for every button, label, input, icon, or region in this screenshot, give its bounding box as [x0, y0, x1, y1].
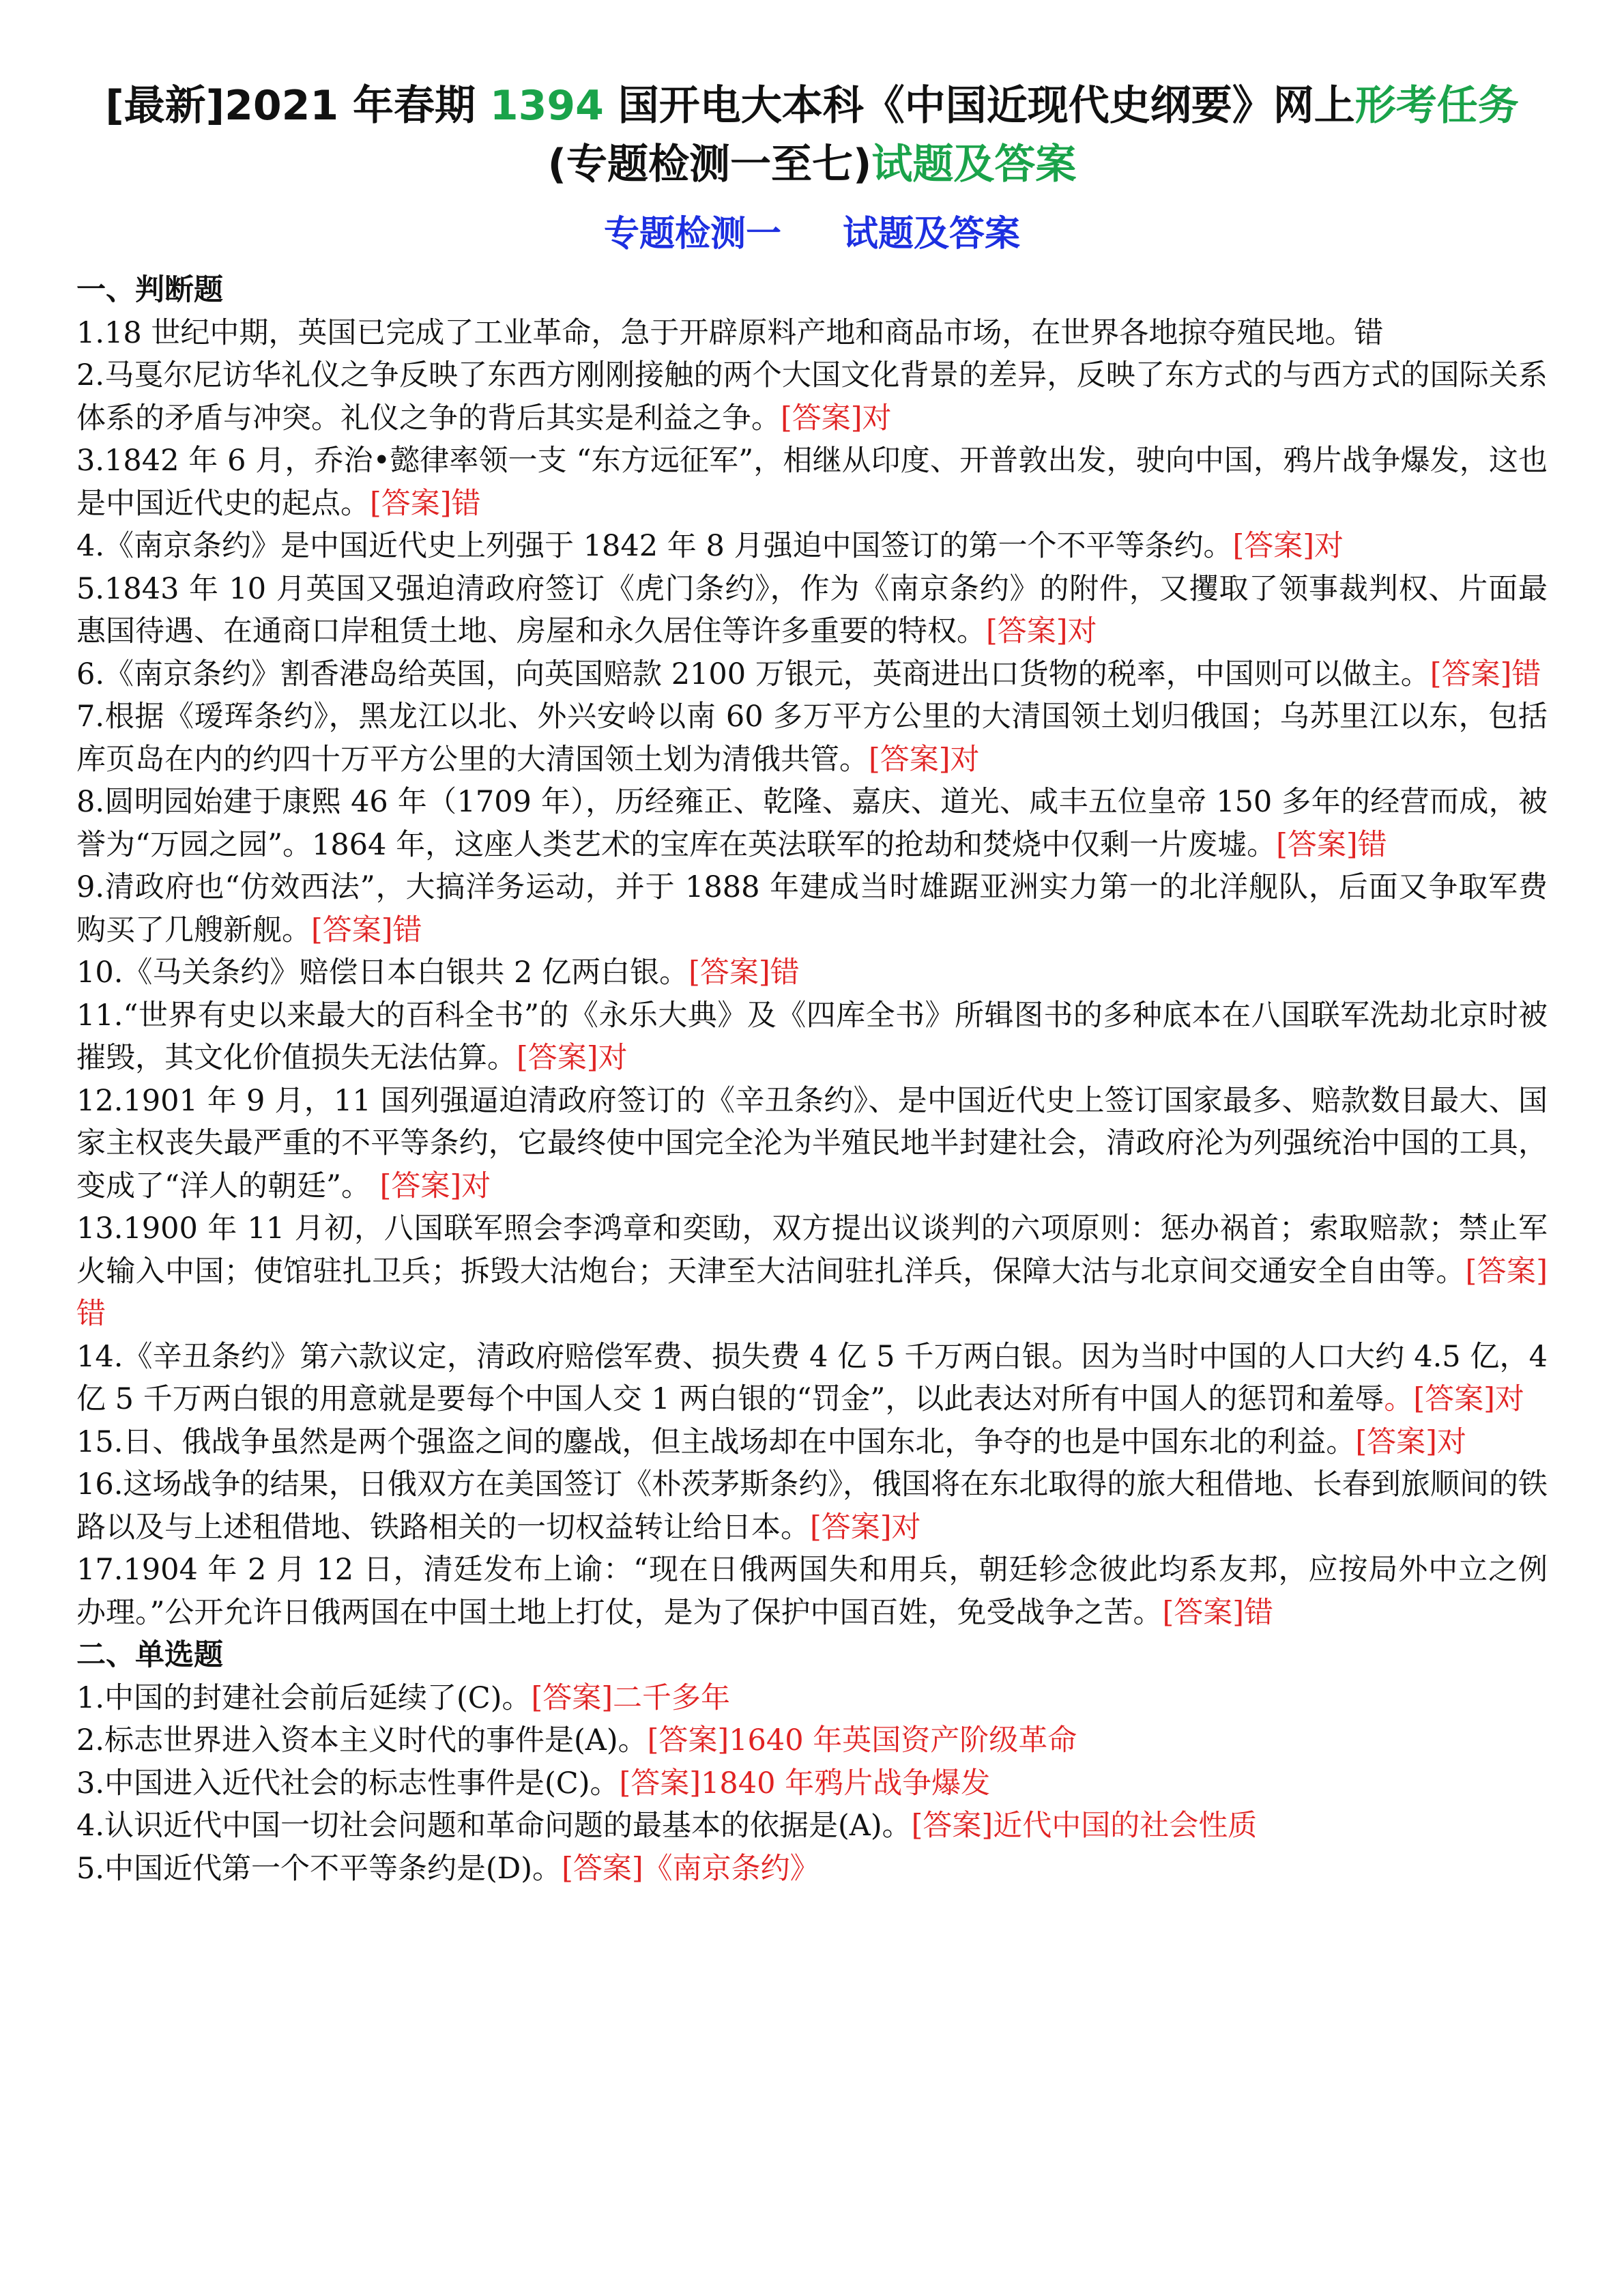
answer-text: [答案]二千多年 [531, 1680, 731, 1715]
title-part-5: (专题检测一至七) [547, 141, 872, 188]
answer-text: 。[答案]对 [1384, 1382, 1524, 1416]
question-text: 17.1904 年 2 月 12 日，清廷发布上谕：“现在日俄两国失和用兵，朝廷轸念彼此均系友邦，应按局外中立之例办理。”公开允许日俄两国在中国土地上打仗，是为了保护中国百姓，免受战争之苦。 [76, 1553, 1548, 1630]
question-text: 11.“世界有史以来最大的百科全书”的《永乐大典》及《四库全书》所辑图书的多种底本在八国联军洗劫北京时被摧毁，其文化价值损失无法估算。 [76, 998, 1548, 1075]
answer-text: [答案]对 [379, 1168, 491, 1203]
question-item [76, 1719, 1548, 1762]
question-text: 6.《南京条约》割香港岛给英国，向英国赔款 2100 万银元，英商进出口货物的税率，中国则可以做主。 [76, 657, 1430, 691]
question-item [76, 1848, 1548, 1891]
answer-text: [答案]对 [781, 401, 892, 435]
question-text: 14.《辛丑条约》第六款议定，清政府赔偿军费、损失费 4 亿 5 千万两白银。因为当时中国的人口大约 4.5 亿，4 亿 5 千万两白银的用意就是要每个中国人交 1 两白银的“罚金”，以此表达对所有中国人的惩罚和羞辱 [76, 1339, 1548, 1416]
question-text: 3.1842 年 6 月，乔治•懿律率领一支 “东方远征军”，相继从印度、开普敦出发，驶向中国，鸦片战争爆发，这也是中国近代史的起点。 [76, 444, 1548, 521]
answer-text: [答案]对 [810, 1510, 921, 1545]
answer-text: [答案]1840 年鸦片战争爆发 [619, 1766, 991, 1800]
question-item [76, 1080, 1548, 1208]
question-text: 4.《南京条约》是中国近代史上列强于 1842 年 8 月强迫中国签订的第一个不平等条约。 [76, 529, 1233, 563]
question-item [76, 568, 1548, 653]
question-text: 12.1901 年 9 月，11 国列强逼迫清政府签订的《辛丑条约》、是中国近代史上签订国家最多、赔款数目最大、国家主权丧失最严重的不平等条约，它最终使中国完全沦为半殖民地半封建社会，清政府沦为列强统治中国的工具，变成了“洋人的朝廷”。 [76, 1083, 1548, 1203]
question-item [76, 354, 1548, 440]
answer-text: [答案]错 [311, 913, 422, 947]
single-choice-heading: 二、单选题 [76, 1638, 223, 1672]
answer-text: [答案]对 [1355, 1424, 1466, 1459]
question-item [76, 1336, 1548, 1421]
question-item [76, 1677, 1548, 1720]
single-choice-question-list [76, 1677, 1548, 1891]
answer-text: [答案]《南京条约》 [562, 1851, 820, 1886]
title-course-code: 1394 [489, 82, 604, 130]
answer-text: [答案]1640 年英国资产阶级革命 [647, 1723, 1077, 1757]
answer-text: [答案]错 [1162, 1595, 1274, 1630]
question-text: 10.《马关条约》赔偿日本白银共 2 亿两白银。 [76, 956, 689, 990]
question-text: 16.这场战争的结果，日俄双方在美国签订《朴茨茅斯条约》，俄国将在东北取得的旅大租借地、长春到旅顺间的铁路以及与上述租借地、铁路相关的一切权益转让给日本。 [76, 1467, 1548, 1545]
question-item [76, 951, 1548, 994]
question-item [76, 1549, 1548, 1634]
question-item [76, 653, 1548, 696]
question-text: 4.认识近代中国一切社会问题和革命问题的最基本的依据是(A)。 [76, 1809, 912, 1843]
answer-text: [答案]近代中国的社会性质 [911, 1809, 1258, 1843]
question-item [76, 1762, 1548, 1805]
title-part-1: [最新]2021 年春期 [105, 82, 490, 130]
question-item [76, 525, 1548, 568]
question-text: 2.标志世界进入资本主义时代的事件是(A)。 [76, 1723, 648, 1757]
question-item [76, 440, 1548, 525]
question-item [76, 695, 1548, 781]
answer-text: [答案]对 [869, 742, 980, 777]
subtitle-right: 试题及答案 [843, 214, 1021, 255]
question-text: 7.根据《瑷珲条约》，黑龙江以北、外兴安岭以南 60 多万平方公里的大清国领土划归俄国；乌苏里江以东，包括库页岛在内的约四十万平方公里的大清国领土划为清俄共管。 [76, 700, 1548, 777]
question-item [76, 866, 1548, 951]
judge-heading: 一、判断题 [76, 273, 223, 307]
answer-text: [答案]对 [1232, 529, 1344, 563]
answer-text: [答案]错 [76, 1254, 1548, 1331]
question-item [76, 1207, 1548, 1336]
question-item [76, 994, 1548, 1080]
question-item [76, 1463, 1548, 1549]
question-item [76, 312, 1548, 355]
question-text: 3.中国进入近代社会的标志性事件是(C)。 [76, 1766, 620, 1800]
answer-text: [答案]错 [1276, 827, 1387, 862]
title-part-6: 试题及答案 [871, 141, 1077, 188]
question-item [76, 1805, 1548, 1848]
title-part-3: 国开电大本科《中国近现代史纲要》网上 [603, 82, 1355, 130]
question-text: 1.18 世纪中期，英国已完成了工业革命，急于开辟原料产地和商品市场，在世界各地掠夺殖民地。错 [76, 315, 1384, 350]
question-text: 8.圆明园始建于康熙 46 年（1709 年），历经雍正、乾隆、嘉庆、道光、咸丰五位皇帝 150 多年的经营而成，被誉为“万园之园”。1864 年，这座人类艺术的宝库在英法联军的抢劫和焚烧中仅剩一片废墟。 [76, 785, 1548, 862]
question-text: 15.日、俄战争虽然是两个强盗之间的鏖战，但主战场却在中国东北，争夺的也是中国东北的利益。 [76, 1424, 1356, 1459]
question-text: 5.1843 年 10 月英国又强迫清政府签订《虎门条约》，作为《南京条约》的附件，又攫取了领事裁判权、片面最惠国待遇、在通商口岸租赁土地、房屋和永久居住等许多重要的特权。 [76, 571, 1548, 648]
question-text: 9.清政府也“仿效西法”，大搞洋务运动，并于 1888 年建成当时雄踞亚洲实力第一的北洋舰队，后面又争取军费购买了几艘新舰。 [76, 870, 1548, 947]
answer-text: [答案]错 [688, 956, 800, 990]
answer-text: [答案]错 [370, 486, 481, 521]
question-text: 2.马戛尔尼访华礼仪之争反映了东西方刚刚接触的两个大国文化背景的差异，反映了东方式的与西方式的国际关系体系的矛盾与冲突。礼仪之争的背后其实是利益之争。 [76, 358, 1548, 435]
answer-text: [答案]对 [517, 1041, 628, 1075]
title-task: 形考任务 [1354, 82, 1519, 130]
question-text: 13.1900 年 11 月初，八国联军照会李鸿章和奕劻，双方提出议谈判的六项原则：惩办祸首；索取赔款；禁止军火输入中国；使馆驻扎卫兵；拆毁大沽炮台；天津至大沽间驻扎洋兵，保障大沽与北京间交通安全自由等。 [76, 1211, 1548, 1289]
answer-text: [答案]对 [986, 614, 1097, 648]
subtitle-left: 专题检测一 [603, 214, 781, 255]
answer-text: [答案]错 [1430, 657, 1541, 691]
question-item [76, 781, 1548, 866]
question-text: 5.中国近代第一个不平等条约是(D)。 [76, 1851, 562, 1886]
question-item [76, 1421, 1548, 1464]
judge-question-list [76, 312, 1548, 1635]
section-subtitle [76, 209, 1548, 259]
question-text: 1.中国的封建社会前后延续了(C)。 [76, 1680, 532, 1715]
document-title [76, 76, 1548, 194]
